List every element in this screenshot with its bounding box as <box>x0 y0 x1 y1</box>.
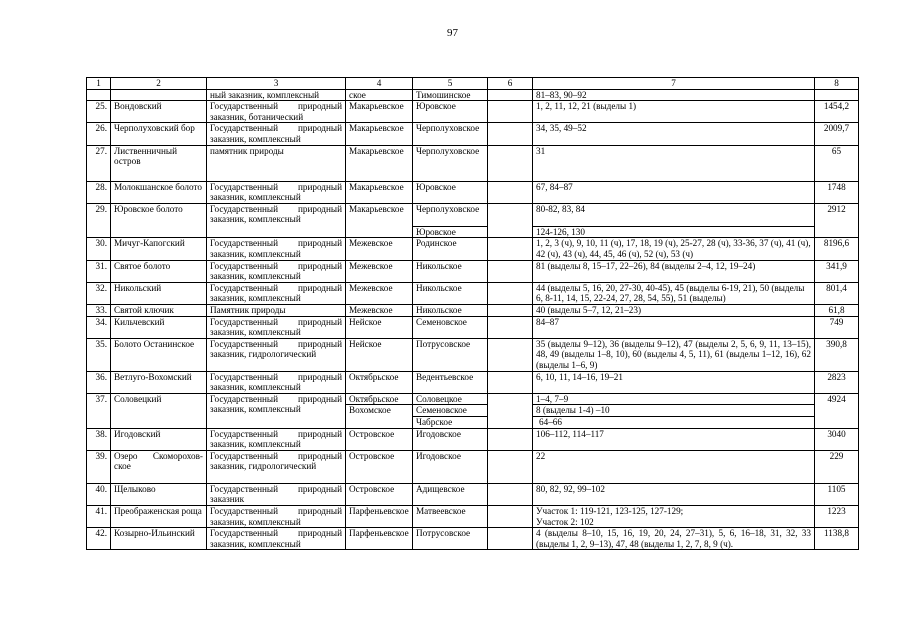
row-number: 25. <box>87 101 111 123</box>
table-row <box>87 123 859 145</box>
column-6-cell <box>488 203 533 238</box>
column-header: 7 <box>533 78 815 90</box>
area-size: 749 <box>815 316 859 338</box>
area-size <box>815 89 859 101</box>
area-name: Кильчевский <box>111 316 207 338</box>
area-name <box>111 89 207 101</box>
column-6-cell <box>488 393 533 428</box>
blocks: 1–4, 7–9 <box>533 393 815 405</box>
forestry: Родинское <box>413 238 488 260</box>
column-6-cell <box>488 89 533 101</box>
column-header: 4 <box>346 78 413 90</box>
area-category: памятник природы <box>207 145 346 181</box>
forestry: Семеновское <box>413 316 488 338</box>
forestry: Ведентьевское <box>413 371 488 393</box>
row-number: 29. <box>87 203 111 238</box>
forestry: Никольское <box>413 304 488 316</box>
table-row <box>87 428 859 450</box>
table-row <box>87 450 859 483</box>
column-6-cell <box>488 428 533 450</box>
district: Макарьевское <box>346 181 413 203</box>
area-category: Государственный природный заказник, гидрологический <box>207 450 346 483</box>
district: Нейское <box>346 316 413 338</box>
area-size: 8196,6 <box>815 238 859 260</box>
row-number: 37. <box>87 393 111 428</box>
district: Макарьевское <box>346 101 413 123</box>
blocks: 67, 84–87 <box>533 181 815 203</box>
area-category: Государственный природный заказник, ботанический <box>207 101 346 123</box>
column-6-cell <box>488 282 533 304</box>
area-size: 4924 <box>815 393 859 428</box>
blocks: 64–66 <box>533 417 815 429</box>
row-number: 42. <box>87 528 111 550</box>
column-6-cell <box>488 123 533 145</box>
area-size: 2912 <box>815 203 859 238</box>
column-6-cell <box>488 181 533 203</box>
blocks: 80-82, 83, 84 <box>533 203 815 226</box>
area-category: Государственный природный заказник <box>207 483 346 505</box>
table-row <box>87 338 859 371</box>
table-row <box>87 282 859 304</box>
district: Островское <box>346 428 413 450</box>
area-size: 2823 <box>815 371 859 393</box>
forestry: Тимошинское <box>413 89 488 101</box>
row-number: 31. <box>87 260 111 282</box>
row-number: 27. <box>87 145 111 181</box>
district: Межевское <box>346 282 413 304</box>
column-6-cell <box>488 101 533 123</box>
area-name: Соловецкий <box>111 393 207 428</box>
area-name: Юровское болото <box>111 203 207 238</box>
area-category: Государственный природный заказник, комплексный <box>207 428 346 450</box>
blocks: 81 (выделы 8, 15–17, 22–26), 84 (выделы 2–4, 12, 19–24) <box>533 260 815 282</box>
district: Макарьевское <box>346 203 413 238</box>
column-6-cell <box>488 260 533 282</box>
column-6-cell <box>488 483 533 505</box>
forestry: Юровское <box>413 226 488 238</box>
area-category: Государственный природный заказник, комплексный <box>207 260 346 282</box>
area-name: Черполуховский бор <box>111 123 207 145</box>
blocks: 1, 2, 3 (ч), 9, 10, 11 (ч), 17, 18, 19 (ч), 25-27, 28 (ч), 33-36, 37 (ч), 41 (ч), 42 (ч), 43 (ч), 44, 45, 46 (ч), 52 (ч), 53 (ч) <box>533 238 815 260</box>
blocks: 22 <box>533 450 815 483</box>
district: Межевское <box>346 238 413 260</box>
row-number: 35. <box>87 338 111 371</box>
area-name: Щелыково <box>111 483 207 505</box>
row-number: 30. <box>87 238 111 260</box>
area-size: 341,9 <box>815 260 859 282</box>
blocks: 124-126, 130 <box>533 226 815 238</box>
district: Октябрьское <box>346 393 413 405</box>
row-number: 40. <box>87 483 111 505</box>
blocks: 35 (выделы 9–12), 36 (выделы 9–12), 47 (выделы 2, 5, 6, 9, 11, 13–15), 48, 49 (выделы 1–8, 10), 60 (выделы 4, 5, 11), 61 (выделы 1–12, 16), 62 (выделы 1–6, 9) <box>533 338 815 371</box>
area-size: 2009,7 <box>815 123 859 145</box>
row-number: 38. <box>87 428 111 450</box>
blocks: 4 (выделы 8–10, 15, 16, 19, 20, 24, 27–31), 5, 6, 16–18, 31, 32, 33 (выделы 1, 2, 9–13), 47, 48 (выделы 1, 2, 7, 8, 9 (ч). <box>533 528 815 550</box>
area-name: Святой ключик <box>111 304 207 316</box>
area-name: Лиственничный остров <box>111 145 207 181</box>
table-row <box>87 304 859 316</box>
row-number: 26. <box>87 123 111 145</box>
column-6-cell <box>488 238 533 260</box>
district: Парфеньевское <box>346 528 413 550</box>
forestry: Игодовское <box>413 450 488 483</box>
table-row <box>87 89 859 101</box>
column-6-cell <box>488 528 533 550</box>
area-size: 3040 <box>815 428 859 450</box>
blocks: 1, 2, 11, 12, 21 (выделы 1) <box>533 101 815 123</box>
area-category: Государственный природный заказник, комплексный <box>207 123 346 145</box>
column-header: 6 <box>488 78 533 90</box>
protected-areas-table <box>86 77 859 550</box>
area-size: 1748 <box>815 181 859 203</box>
district: Вохомское <box>346 405 413 428</box>
table-row <box>87 393 859 405</box>
column-6-cell <box>488 145 533 181</box>
area-category: Государственный природный заказник, комплексный <box>207 371 346 393</box>
area-category: ный заказник, комплексный <box>207 89 346 101</box>
column-header: 1 <box>87 78 111 90</box>
area-size: 65 <box>815 145 859 181</box>
district: Парфеньевское <box>346 506 413 528</box>
table-row <box>87 506 859 528</box>
area-size: 1138,8 <box>815 528 859 550</box>
area-category: Государственный природный заказник, комплексный <box>207 316 346 338</box>
column-6-cell <box>488 506 533 528</box>
district: Межевское <box>346 304 413 316</box>
area-category: Государственный природный заказник, комплексный <box>207 393 346 428</box>
blocks: 81–83, 90–92 <box>533 89 815 101</box>
area-name: Ветлуго-Вохомский <box>111 371 207 393</box>
blocks: 31 <box>533 145 815 181</box>
blocks: 8 (выделы 1-4) –10 <box>533 405 815 417</box>
blocks-line: Участок 2: 102 <box>536 516 594 527</box>
area-category: Памятник природы <box>207 304 346 316</box>
forestry: Никольское <box>413 260 488 282</box>
forestry: Юровское <box>413 181 488 203</box>
forestry: Черполуховское <box>413 203 488 226</box>
forestry: Семеновское <box>413 405 488 417</box>
table-header-row <box>87 78 859 90</box>
area-name: Святое болото <box>111 260 207 282</box>
forestry: Соловецкое <box>413 393 488 405</box>
table-row <box>87 260 859 282</box>
area-name: Озеро Скоморохов-ское <box>111 450 207 483</box>
blocks: 84–87 <box>533 316 815 338</box>
forestry: Потрусовское <box>413 528 488 550</box>
column-header: 3 <box>207 78 346 90</box>
table-row <box>87 528 859 550</box>
area-category: Государственный природный заказник, комплексный <box>207 506 346 528</box>
blocks: 106–112, 114–117 <box>533 428 815 450</box>
blocks: 6, 10, 11, 14–16, 19–21 <box>533 371 815 393</box>
district: Макарьевское <box>346 123 413 145</box>
table-row <box>87 371 859 393</box>
table-row <box>87 101 859 123</box>
blocks <box>533 506 815 528</box>
area-size: 1105 <box>815 483 859 505</box>
area-category: Государственный природный заказник, комплексный <box>207 181 346 203</box>
column-6-cell <box>488 316 533 338</box>
table-row <box>87 483 859 505</box>
area-name: Никольский <box>111 282 207 304</box>
page-number: 97 <box>447 27 458 39</box>
row-number: 33. <box>87 304 111 316</box>
blocks: 44 (выделы 5, 16, 20, 27-30, 40-45), 45 (выделы 6-19, 21), 50 (выделы 6, 8-11, 14, 15, 22-24, 27, 28, 54, 55), 51 (выделы) <box>533 282 815 304</box>
area-name: Мичуг-Капогский <box>111 238 207 260</box>
table-row <box>87 203 859 226</box>
area-name: Козырно-Ильинский <box>111 528 207 550</box>
table-row <box>87 238 859 260</box>
area-size: 801,4 <box>815 282 859 304</box>
area-category: Государственный природный заказник, комплексный <box>207 528 346 550</box>
blocks-line: Участок 1: 119-121, 123-125, 127-129; <box>536 506 684 517</box>
area-size: 229 <box>815 450 859 483</box>
area-name: Молокшанское болото <box>111 181 207 203</box>
blocks: 80, 82, 92, 99–102 <box>533 483 815 505</box>
blocks: 34, 35, 49–52 <box>533 123 815 145</box>
forestry: Черполуховское <box>413 123 488 145</box>
column-6-cell <box>488 450 533 483</box>
district: Нейское <box>346 338 413 371</box>
forestry: Игодовское <box>413 428 488 450</box>
row-number: 32. <box>87 282 111 304</box>
area-name: Вондовский <box>111 101 207 123</box>
district: Октябрьское <box>346 371 413 393</box>
forestry: Потрусовское <box>413 338 488 371</box>
column-header: 2 <box>111 78 207 90</box>
row-number <box>87 89 111 101</box>
area-name: Преображенская роща <box>111 506 207 528</box>
row-number: 34. <box>87 316 111 338</box>
forestry: Адищевское <box>413 483 488 505</box>
blocks: 40 (выделы 5–7, 12, 21–23) <box>533 304 815 316</box>
column-6-cell <box>488 304 533 316</box>
row-number: 39. <box>87 450 111 483</box>
column-header: 8 <box>815 78 859 90</box>
area-category: Государственный природный заказник, комплексный <box>207 203 346 238</box>
district: Макарьевское <box>346 145 413 181</box>
table-row <box>87 181 859 203</box>
forestry: Никольское <box>413 282 488 304</box>
area-category: Государственный природный заказник, комплексный <box>207 238 346 260</box>
forestry: Черполуховское <box>413 145 488 181</box>
district: Островское <box>346 450 413 483</box>
area-size: 1454,2 <box>815 101 859 123</box>
row-number: 36. <box>87 371 111 393</box>
row-number: 28. <box>87 181 111 203</box>
area-size: 1223 <box>815 506 859 528</box>
table-row <box>87 316 859 338</box>
table-row <box>87 145 859 181</box>
column-6-cell <box>488 338 533 371</box>
area-name: Болото Останинское <box>111 338 207 371</box>
district: Межевское <box>346 260 413 282</box>
area-category: Государственный природный заказник, гидрологический <box>207 338 346 371</box>
forestry: Чабрское <box>413 417 488 429</box>
forestry: Юровское <box>413 101 488 123</box>
district: Островское <box>346 483 413 505</box>
area-name: Игодовский <box>111 428 207 450</box>
area-size: 390,8 <box>815 338 859 371</box>
forestry: Матвеевское <box>413 506 488 528</box>
column-header: 5 <box>413 78 488 90</box>
area-size: 61,8 <box>815 304 859 316</box>
district: ское <box>346 89 413 101</box>
row-number: 41. <box>87 506 111 528</box>
column-6-cell <box>488 371 533 393</box>
area-category: Государственный природный заказник, комплексный <box>207 282 346 304</box>
